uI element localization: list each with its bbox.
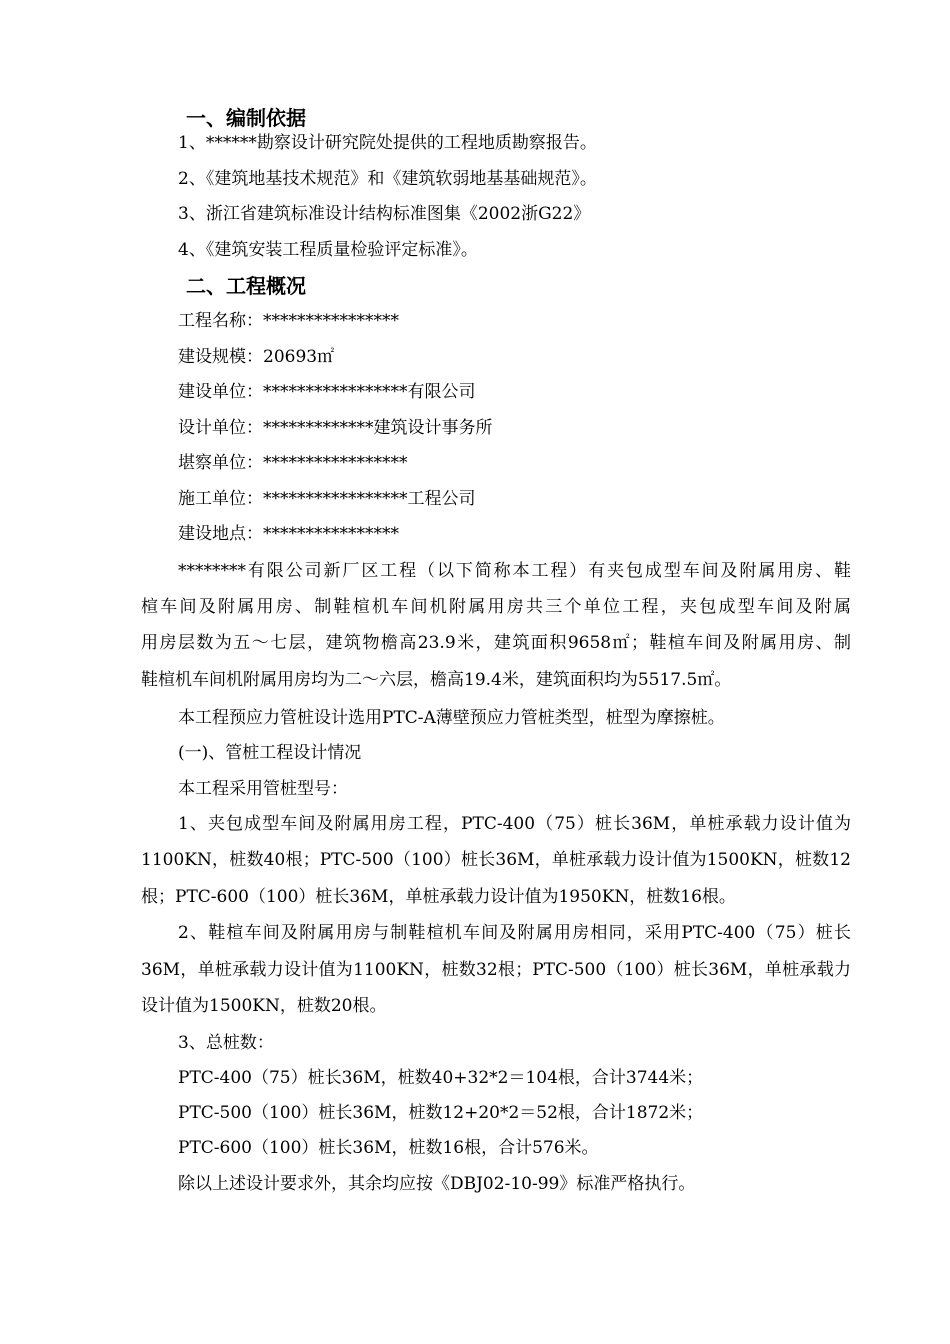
info-location: 建设地点：****************: [178, 524, 399, 544]
info-owner: 建设单位：*****************有限公司: [178, 382, 476, 402]
total-ptc400: PTC-400（75）桩长36M，桩数40+32*2＝104根，合计3744米；: [178, 1068, 704, 1088]
subsection-title: (一)、管桩工程设计情况: [178, 743, 362, 763]
item1-line-1: 1、夹包成型车间及附属用房工程，PTC-400（75）桩长36M，单桩承载力设计值为: [178, 814, 851, 834]
section1-heading: 一、编制依据: [186, 106, 306, 130]
info-scale: 建设规模：20693㎡: [178, 347, 335, 367]
item2-line-2: 36M，单桩承载力设计值为1100KN，桩数32根；PTC-500（100）桩长36M，单桩承载力: [141, 960, 851, 980]
total-ptc500: PTC-500（100）桩长36M，桩数12+20*2＝52根，合计1872米；: [178, 1103, 704, 1123]
item1-line-2: 1100KN，桩数40根；PTC-500（100）桩长36M，单桩承载力设计值为1500KN，桩数12: [141, 850, 851, 870]
item2-line-3: 设计值为1500KN，桩数20根。: [141, 996, 387, 1016]
info-designer: 设计单位：*************建筑设计事务所: [178, 418, 493, 438]
closing-line: 除以上述设计要求外，其余均应按《DBJ02-10-99》标准严格执行。: [178, 1174, 696, 1194]
info-surveyor: 堪察单位：*****************: [178, 453, 408, 473]
basis-item-2: 2、《建筑地基技术规范》和《建筑软弱地基基础规范》。: [178, 169, 597, 189]
basis-item-4: 4、《建筑安装工程质量检验评定标准》。: [178, 240, 478, 260]
info-project-name: 工程名称：****************: [178, 311, 399, 331]
item3-title: 3、总桩数：: [178, 1033, 274, 1053]
overview-line-4: 鞋楦机车间机附属用房均为二～六层，檐高19.4米，建筑面积均为5517.5㎡。: [141, 670, 732, 690]
overview-line-3: 用房层数为五～七层，建筑物檐高23.9米，建筑面积9658㎡；鞋楦车间及附属用房、制: [141, 633, 851, 653]
info-contractor: 施工单位：*****************工程公司: [178, 489, 476, 509]
basis-item-1: 1、******勘察设计研究院处提供的工程地质勘察报告。: [178, 133, 597, 153]
overview-line-1: ********有限公司新厂区工程（以下简称本工程）有夹包成型车间及附属用房、鞋: [178, 561, 851, 581]
basis-item-3: 3、浙江省建筑标准设计结构标准图集《2002浙G22》: [178, 204, 591, 224]
model-intro: 本工程采用管桩型号：: [178, 779, 348, 799]
item2-line-1: 2、鞋楦车间及附属用房与制鞋楦机车间及附属用房相同，采用PTC-400（75）桩长: [178, 923, 851, 943]
item1-line-3: 根；PTC-600（100）桩长36M，单桩承载力设计值为1950KN，桩数16根。: [141, 887, 736, 907]
overview-line-2: 楦车间及附属用房、制鞋楦机车间机附属用房共三个单位工程，夹包成型车间及附属: [141, 597, 851, 617]
total-ptc600: PTC-600（100）桩长36M，桩数16根，合计576米。: [178, 1138, 599, 1158]
pile-type-line: 本工程预应力管桩设计选用PTC-A薄壁预应力管桩类型，桩型为摩擦桩。: [178, 708, 725, 728]
section2-heading: 二、工程概况: [186, 274, 306, 298]
